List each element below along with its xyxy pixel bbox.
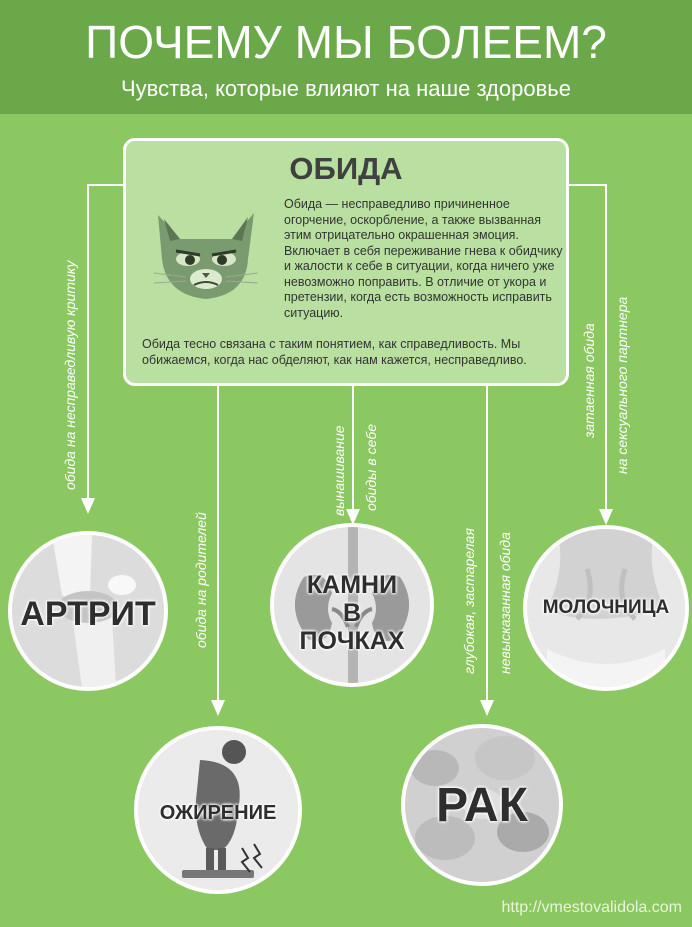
card-definition: Обида — несправедливо причиненное огорчение, оскорбление, а также вызванная этим отрицательно окрашенная эмоция. Включает в себя переживание гнева к обидчику и жалости к себе в ситуации, когда ничего уже невозможно поправить. В отличие от укора и претензии, когда есть возможность исправить ситуацию. <box>284 197 563 320</box>
circle-cancer <box>401 724 563 886</box>
disease-kidney-stones <box>274 571 430 655</box>
card-note: Обида тесно связана с таким понятием, как справедливость. Мы обижаемся, когда нас обделяют, как нам кажется, несправедливо. <box>142 337 527 367</box>
line-criticism <box>88 185 123 500</box>
label-criticism: обида на несправедливую критику <box>62 260 78 490</box>
disease-kidney-line-3: ПОЧКАХ <box>299 627 405 655</box>
disease-arthritis: АРТРИТ <box>20 595 156 633</box>
arrowhead-deep <box>480 700 494 716</box>
disease-kidney-line-1: КАМНИ <box>306 571 398 599</box>
circle-obesity <box>134 726 302 894</box>
label-partner-2: на сексуального партнера <box>614 296 630 474</box>
arrowhead-parents <box>211 700 225 716</box>
arrowhead-partner <box>599 509 613 525</box>
arrowhead-criticism <box>81 498 95 514</box>
disease-kidney-line-2: В <box>342 599 362 627</box>
label-nurture-1: вынашивание <box>331 425 347 516</box>
resentment-card <box>123 138 569 386</box>
disease-thrush: МОЛОЧНИЦА <box>542 597 670 618</box>
circle-arthritis <box>8 531 168 691</box>
label-nurture-2: обиды в себе <box>363 423 379 511</box>
page-subtitle: Чувства, которые влияют на наше здоровье <box>120 76 571 101</box>
label-parents: обида на родителей <box>193 512 209 648</box>
label-deep-1: глубокая, застарелая <box>461 528 477 674</box>
circle-kidney <box>270 523 434 687</box>
disease-cancer: РАК <box>436 779 528 832</box>
page-title: ПОЧЕМУ МЫ БОЛЕЕМ? <box>85 16 607 68</box>
label-deep-2: невысказанная обида <box>497 532 513 674</box>
grumpy-cat-icon <box>150 195 262 307</box>
circle-thrush <box>523 525 689 691</box>
label-partner-1: затаенная обида <box>581 323 597 438</box>
card-title: ОБИДА <box>289 151 403 186</box>
disease-obesity: ОЖИРЕНИЕ <box>159 802 277 824</box>
source-link[interactable]: http://vmestovalidola.com <box>501 899 682 916</box>
